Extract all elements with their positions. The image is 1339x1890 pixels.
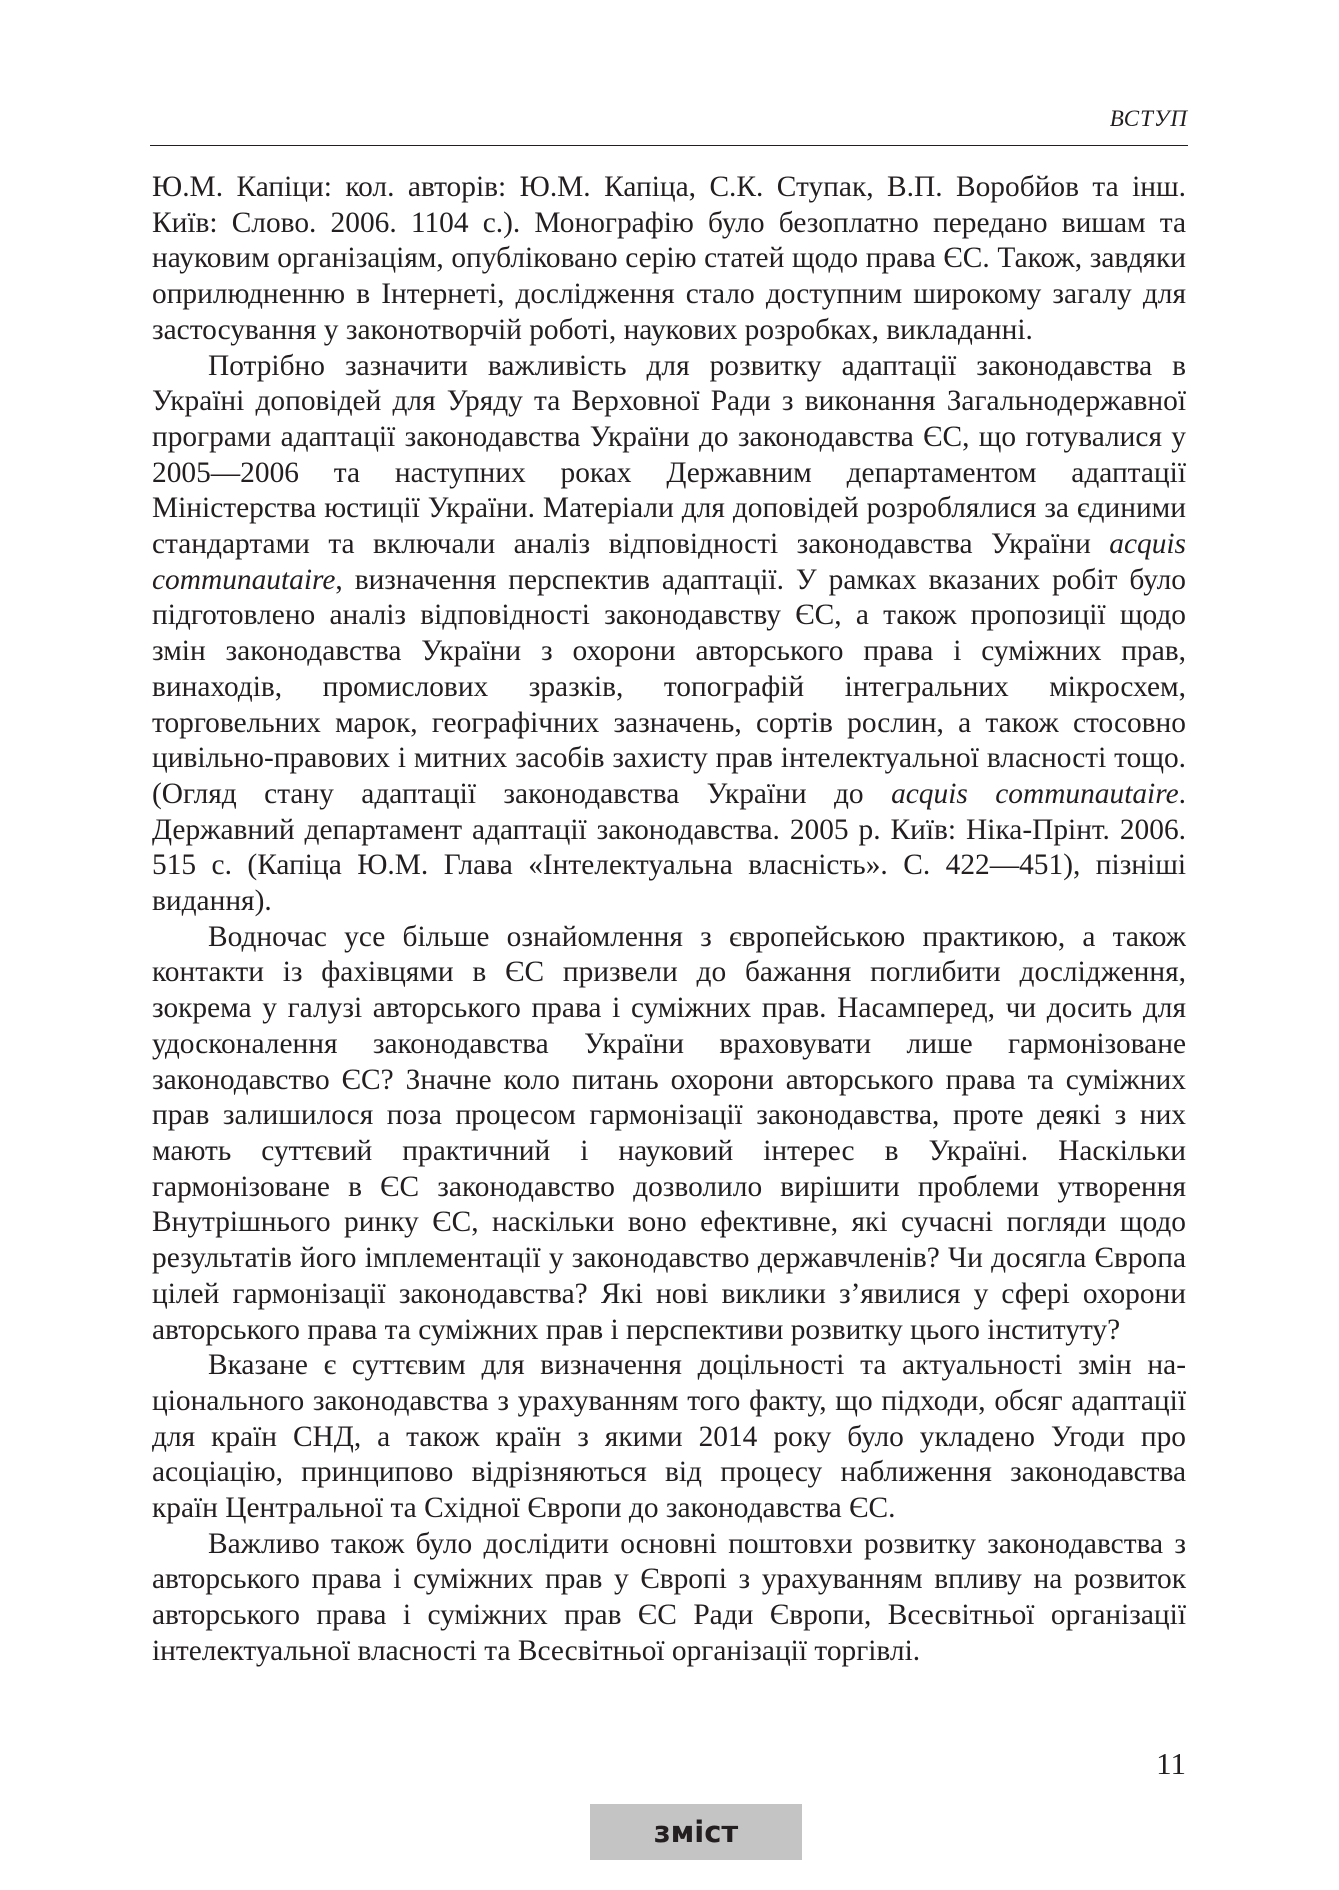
paragraph-2-text-c: . Державний департамент адаптації законодавства. 2005 р. Київ: Ніка-Прінт. 2006. 515 с. (Капіца Ю.М. Глава «Інтелектуальна власність». С. 422—451), пізніші видання). [152,777,1186,918]
paragraph-2 [152,349,1186,920]
paragraph-4: Вказане є суттєвим для визначення доцільності та актуальності змін національного законодавства з урахуванням того факту, що підходи, обсяг адаптації для країн СНД, а також країн з якими 2014 року було укладено Угоди про асоціацію, принципово відрізняються від процесу наближення законодавства країн Центральної та Східної Європи до законодавства ЄС. [152,1349,1186,1525]
paragraph-2-text-b: , визначення перспектив адаптації. У рамках вказаних робіт було підготовлено аналіз відповідності законодавству ЄС, а також пропозиції щодо змін законодавства України з охорони авторського права і суміжних прав, винаходів, промислових зразків, топографій інтегральних мікросхем, торговельних марок, географічних зазначень, сортів рослин, а також стосовно цивільно-правових і митних засобів захисту прав інтелектуальної власності тощо. (Огляд стану адаптації законодавства України до [152,563,1186,810]
paragraph-3: Водночас усе більше ознайомлення з європейською практикою, а також контакти із фахівцями в ЄС призвели до бажання поглибити дослідження, зокрема у галузі авторського права і суміжних прав. Насамперед, чи досить для удосконалення законодавства України враховувати лише гармонізоване законодавство ЄС? Значне коло питань охорони авторського права та суміжних прав залишилося поза процесом гармонізації законодавства, проте деякі з них мають суттєвий практичний і науковий інтерес в Україні. Наскільки гармонізоване в ЄС законодавство дозволило вирішити проблеми утворення Внутрішнього ринку ЄС, наскільки воно ефективне, які сучасні погляди щодо результатів його імплементації у законодавство державчленів? Чи досягла Європа цілей гармонізації законодавства? Які нові виклики з’явилися у сфері охорони авторського права та суміжних прав і перспективи розвитку цього інституту? [152,920,1186,1346]
paragraph-2-italic-term-b: acquis communautaire [891,777,1179,810]
table-of-contents-button[interactable]: зміст [590,1804,802,1860]
paragraph-5: Важливо також було дослідити основні поштовхи розвитку законодавства з авторського права і суміжних прав у Європі з урахуванням впливу на розвиток авторського права і суміжних прав ЄС Ради Європи, Всесвітньої організації інтелектуальної власності та Всесвітньої організації торгівлі. [152,1527,1186,1667]
body-text [152,170,1186,1670]
running-head: ВСТУП [1109,106,1188,131]
header-rule [150,145,1188,146]
paragraph-1: Ю.М. Капіци: кол. авторів: Ю.М. Капіца, С.К. Ступак, В.П. Воробйов та інш. Київ: Слово. 2006. 1104 с.). Монографію було безоплатно передано вишам та науковим організаціям, опубліковано серію статей щодо права ЄС. Також, завдяки оприлюдненню в Інтернеті, дослідження стало доступним широкому загалу для застосування у законотворчій роботі, наукових розробках, викладанні. [152,171,1186,346]
paragraph-2-italic-term-a: acquis communautaire [152,528,1186,596]
page-number: 11 [1156,1746,1186,1781]
paragraph-2-text-a: Потрібно зазначити важливість для розвитку адаптації законодавства в Україні доповідей для Уряду та Верховної Ради з виконання Загальнодержавної програми адаптації законодавства України до законодавства ЄС, що готувалися у 2005—2006 та наступних роках Державним департаментом адаптації Міністерства юстиції України. Матеріали для доповідей розроблялися за єдиними стандартами та включали аналіз відповідності законодавства України [152,349,1186,561]
